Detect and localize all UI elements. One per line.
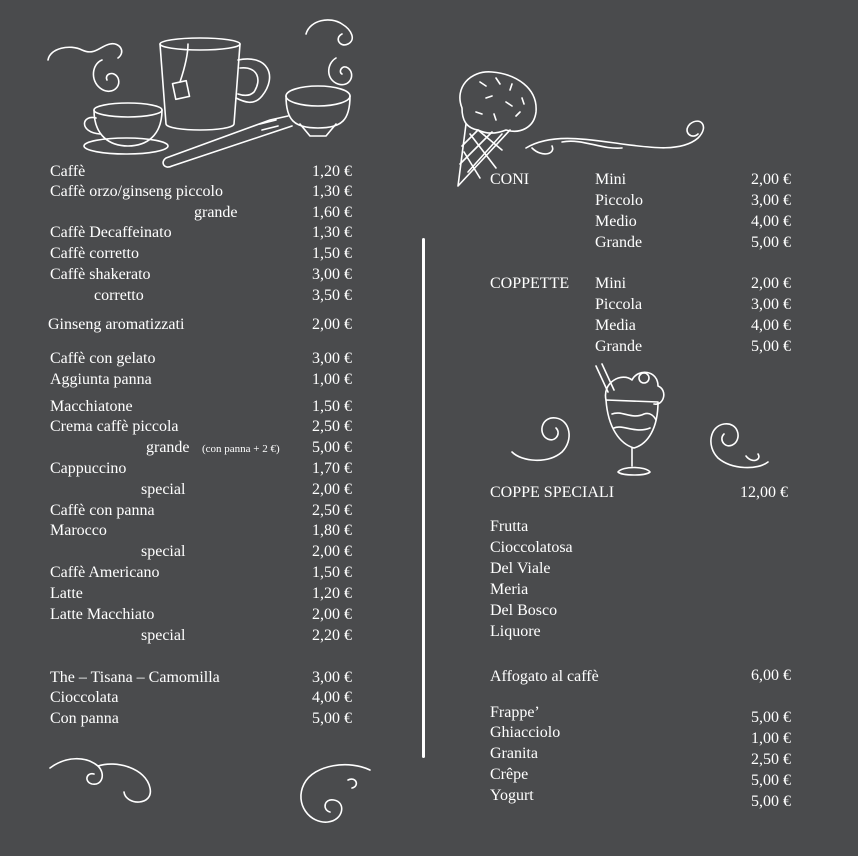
menu-item-name: Cioccolata: [50, 689, 119, 706]
menu-item-name: Macchiatone: [50, 398, 133, 415]
menu-item-name: Cappuccino: [50, 460, 127, 477]
menu-item-name: Ghiacciolo: [490, 724, 561, 741]
menu-item-name: Caffè con gelato: [50, 350, 156, 367]
menu-item-name: Caffè Americano: [50, 564, 160, 581]
menu-item-note: (con panna + 2 €): [202, 443, 280, 455]
flavor-item: Liquore: [490, 623, 541, 640]
menu-item-price: 5,00 €: [751, 709, 791, 726]
section-label-coni: CONI: [490, 171, 530, 188]
size-name: Mini: [595, 275, 627, 292]
menu-item-price: 1,50 €: [312, 398, 352, 415]
menu-item-price: 1,50 €: [312, 245, 352, 262]
flavor-item: Cioccolatosa: [490, 539, 573, 556]
menu-item-price: 2,00 €: [312, 606, 352, 623]
size-price: 5,00 €: [751, 338, 791, 355]
sundae-glass-icon: [592, 362, 672, 478]
menu-item-name: Aggiunta panna: [50, 371, 152, 388]
menu-item-name: Granita: [490, 745, 538, 762]
size-name: Grande: [595, 338, 643, 355]
menu-item-price: 3,00 €: [312, 669, 352, 686]
size-name: Medio: [595, 213, 637, 230]
menu-item-price: 1,00 €: [312, 371, 352, 388]
menu-item-name: special: [141, 627, 186, 644]
affogato-price: 6,00 €: [751, 667, 791, 684]
swirl-ornament-icon: [46, 752, 156, 810]
menu-item-price: 2,20 €: [312, 627, 352, 644]
size-name: Piccolo: [595, 192, 643, 209]
menu-item-price: 1,80 €: [312, 522, 352, 539]
menu-item-name: Ginseng aromatizzati: [48, 316, 185, 333]
menu-item-price: 3,00 €: [312, 350, 352, 367]
menu-item-name: Latte: [50, 585, 83, 602]
espresso-portafilter-icon: [160, 80, 360, 172]
menu-item-name: Caffè corretto: [50, 245, 139, 262]
coppe-speciali-price: 12,00 €: [740, 484, 788, 501]
menu-item-price: 4,00 €: [312, 689, 352, 706]
size-name: Media: [595, 317, 636, 334]
size-price: 2,00 €: [751, 171, 791, 188]
flavor-item: Frutta: [490, 518, 529, 535]
menu-item-price: 5,00 €: [751, 793, 791, 810]
menu-item-price: 2,00 €: [312, 481, 352, 498]
menu-item-price: 1,00 €: [751, 730, 791, 747]
menu-item-price: 5,00 €: [312, 710, 352, 727]
menu-item-price: 2,50 €: [751, 751, 791, 768]
swirl-ornament-icon: [508, 412, 580, 470]
menu-item-name: grande: [194, 204, 238, 221]
menu-item-name: Yogurt: [490, 787, 534, 804]
menu-item-name: Crêpe: [490, 766, 529, 783]
menu-item-name: special: [141, 481, 186, 498]
menu-item-name: Caffè orzo/ginseng piccolo: [50, 183, 223, 200]
menu-item-price: 1,70 €: [312, 460, 352, 477]
menu-item-price: 5,00 €: [312, 439, 352, 456]
menu-item-name: The – Tisana – Camomilla: [50, 669, 220, 686]
coffee-cup-icon: [80, 96, 170, 158]
size-price: 4,00 €: [751, 213, 791, 230]
size-price: 5,00 €: [751, 234, 791, 251]
menu-item-name: Marocco: [50, 522, 107, 539]
menu-item-name: grande: [146, 439, 190, 456]
menu-item-name: Caffè: [50, 163, 86, 180]
menu-item-price: 1,60 €: [312, 204, 352, 221]
menu-item-price: 1,20 €: [312, 585, 352, 602]
menu-item-name: Con panna: [50, 710, 119, 727]
menu-item-name: special: [141, 543, 186, 560]
swirl-ornament-icon: [522, 118, 716, 164]
menu-item-price: 1,30 €: [312, 224, 352, 241]
menu-item-name: Caffè Decaffeinato: [50, 224, 172, 241]
size-price: 2,00 €: [751, 275, 791, 292]
size-price: 3,00 €: [751, 296, 791, 313]
menu-item-price: 2,50 €: [312, 418, 352, 435]
flavor-item: Del Bosco: [490, 602, 558, 619]
flavor-item: Meria: [490, 581, 529, 598]
menu-item-price: 2,00 €: [312, 316, 352, 333]
menu-item-name: Crema caffè piccola: [50, 418, 179, 435]
swirl-ornament-icon: [294, 760, 374, 830]
menu-item-name: Frappe’: [490, 704, 540, 721]
section-label-coppe-speciali: COPPE SPECIALI: [490, 484, 615, 501]
size-price: 4,00 €: [751, 317, 791, 334]
size-price: 3,00 €: [751, 192, 791, 209]
menu-item-name: corretto: [94, 287, 144, 304]
menu-item-price: 2,00 €: [312, 543, 352, 560]
size-name: Piccola: [595, 296, 643, 313]
menu-item-price: 3,50 €: [312, 287, 352, 304]
menu-item-price: 1,30 €: [312, 183, 352, 200]
menu-item-price: 1,50 €: [312, 564, 352, 581]
flavor-item: Del Viale: [490, 560, 551, 577]
size-name: Grande: [595, 234, 643, 251]
size-name: Mini: [595, 171, 627, 188]
swirl-ornament-icon: [702, 418, 772, 474]
section-label-coppette: COPPETTE: [490, 275, 570, 292]
menu-item-price: 1,20 €: [312, 163, 352, 180]
menu-item-name: Latte Macchiato: [50, 606, 155, 623]
column-divider: [422, 238, 425, 758]
menu-item-price: 3,00 €: [312, 266, 352, 283]
menu-item-price: 2,50 €: [312, 502, 352, 519]
menu-item-name: Caffè con panna: [50, 502, 155, 519]
menu-item-name: Caffè shakerato: [50, 266, 151, 283]
affogato-name: Affogato al caffè: [490, 668, 599, 685]
menu-item-price: 5,00 €: [751, 772, 791, 789]
